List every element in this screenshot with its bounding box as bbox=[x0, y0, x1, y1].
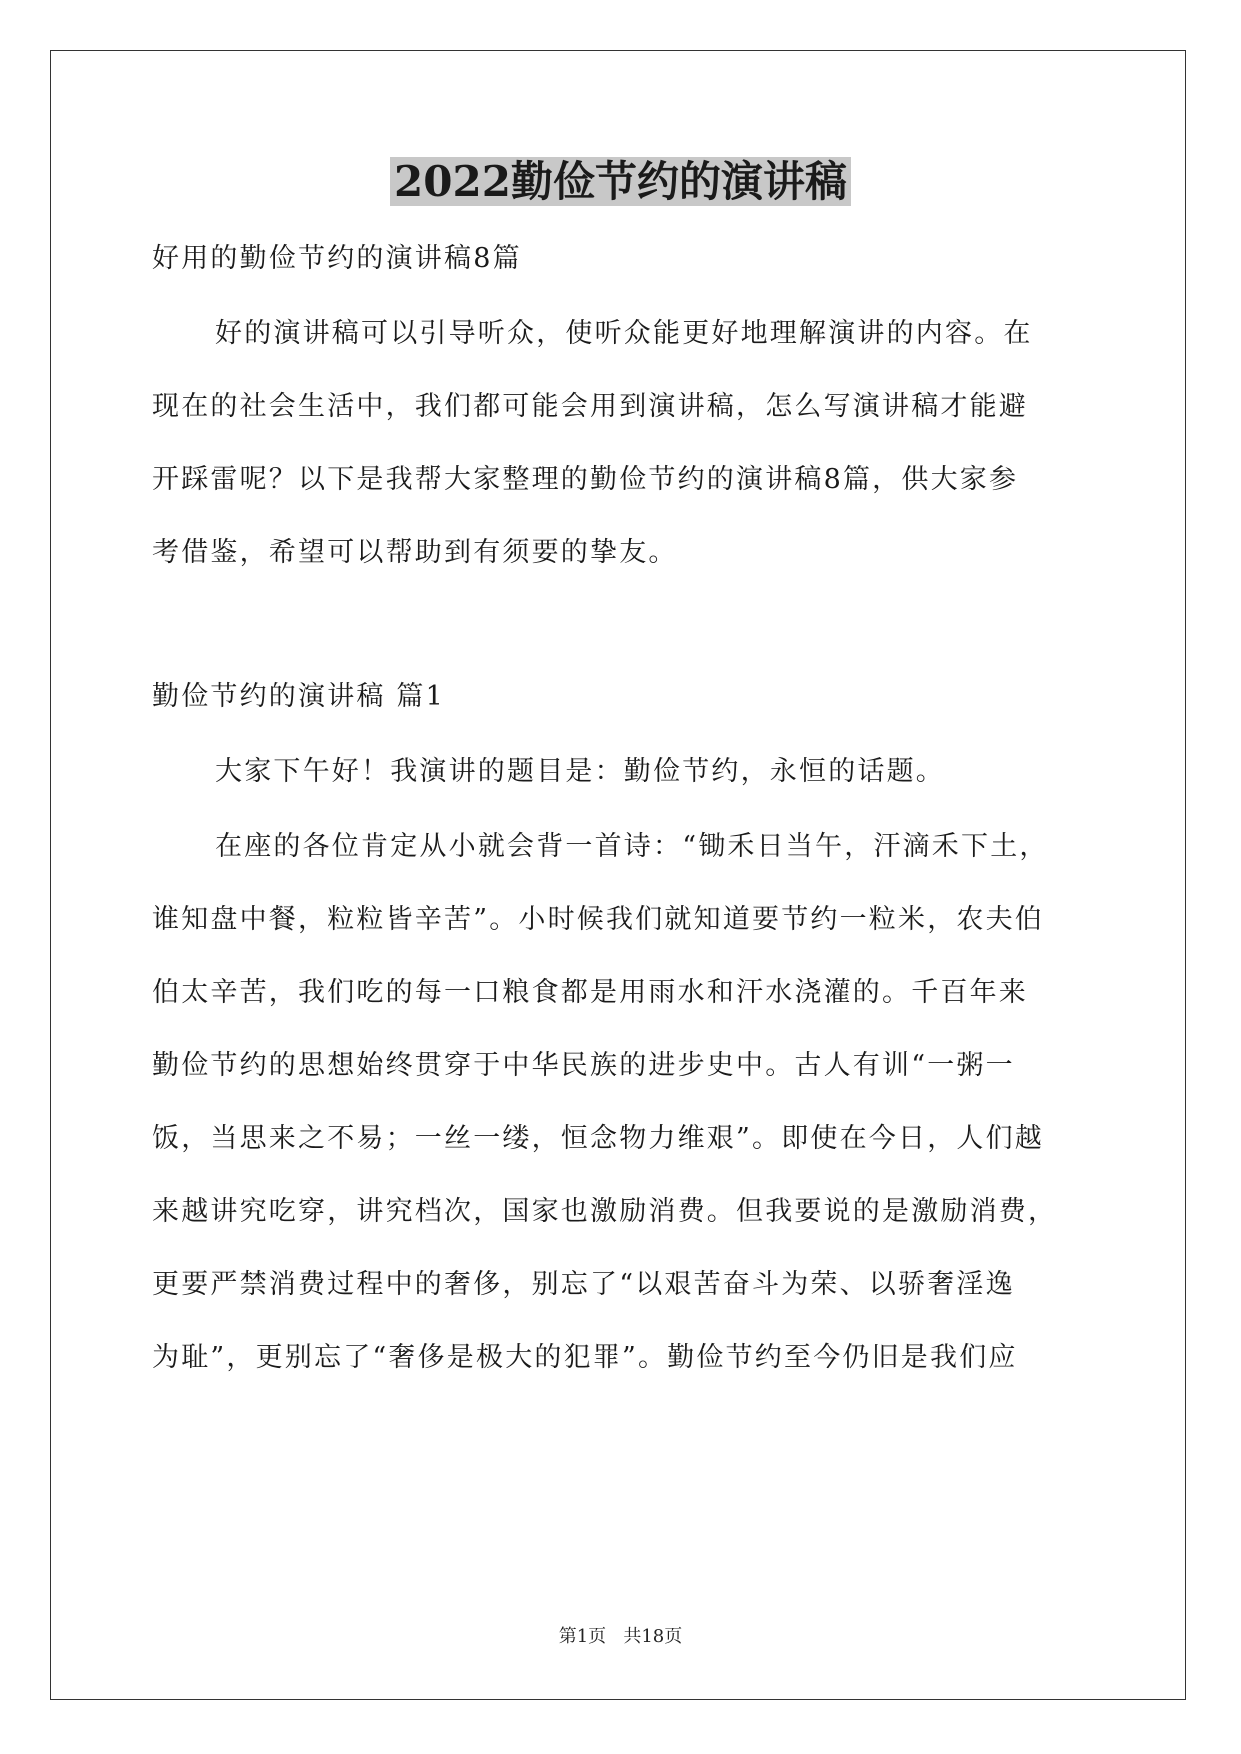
body-line: 来越讲究吃穿，讲究档次，国家也激励消费。但我要说的是激励消费， bbox=[152, 1196, 1058, 1227]
intro-line: 现在的社会生活中，我们都可能会用到演讲稿，怎么写演讲稿才能避 bbox=[152, 391, 1028, 422]
page-border bbox=[50, 50, 1186, 1700]
document-title bbox=[0, 152, 1241, 212]
body-line: 伯太辛苦，我们吃的每一口粮食都是用雨水和汗水浇灌的。千百年来 bbox=[152, 977, 1028, 1008]
body-line: 勤俭节约的思想始终贯穿于中华民族的进步史中。古人有训“一粥一 bbox=[152, 1050, 1015, 1081]
document-title-text: 2022勤俭节约的演讲稿 bbox=[390, 157, 851, 206]
section-heading: 勤俭节约的演讲稿 篇1 bbox=[152, 681, 445, 712]
body-line: 大家下午好！我演讲的题目是：勤俭节约，永恒的话题。 bbox=[215, 756, 945, 787]
subtitle: 好用的勤俭节约的演讲稿8篇 bbox=[152, 243, 522, 274]
body-line: 在座的各位肯定从小就会背一首诗：“锄禾日当午，汗滴禾下土， bbox=[215, 831, 1049, 862]
body-line: 谁知盘中餐，粒粒皆辛苦”。小时候我们就知道要节约一粒米，农夫伯 bbox=[152, 904, 1045, 935]
body-line: 为耻”，更别忘了“奢侈是极大的犯罪”。勤俭节约至今仍旧是我们应 bbox=[152, 1342, 1018, 1373]
intro-line: 考借鉴，希望可以帮助到有须要的挚友。 bbox=[152, 537, 678, 568]
intro-line: 好的演讲稿可以引导听众，使听众能更好地理解演讲的内容。在 bbox=[215, 318, 1033, 349]
page-footer: 第1页 共18页 bbox=[558, 1626, 683, 1647]
body-line: 更要严禁消费过程中的奢侈，别忘了“以艰苦奋斗为荣、以骄奢淫逸 bbox=[152, 1269, 1015, 1300]
body-line: 饭，当思来之不易；一丝一缕，恒念物力维艰”。即使在今日，人们越 bbox=[152, 1123, 1045, 1154]
intro-line: 开踩雷呢？以下是我帮大家整理的勤俭节约的演讲稿8篇，供大家参 bbox=[152, 464, 1019, 495]
